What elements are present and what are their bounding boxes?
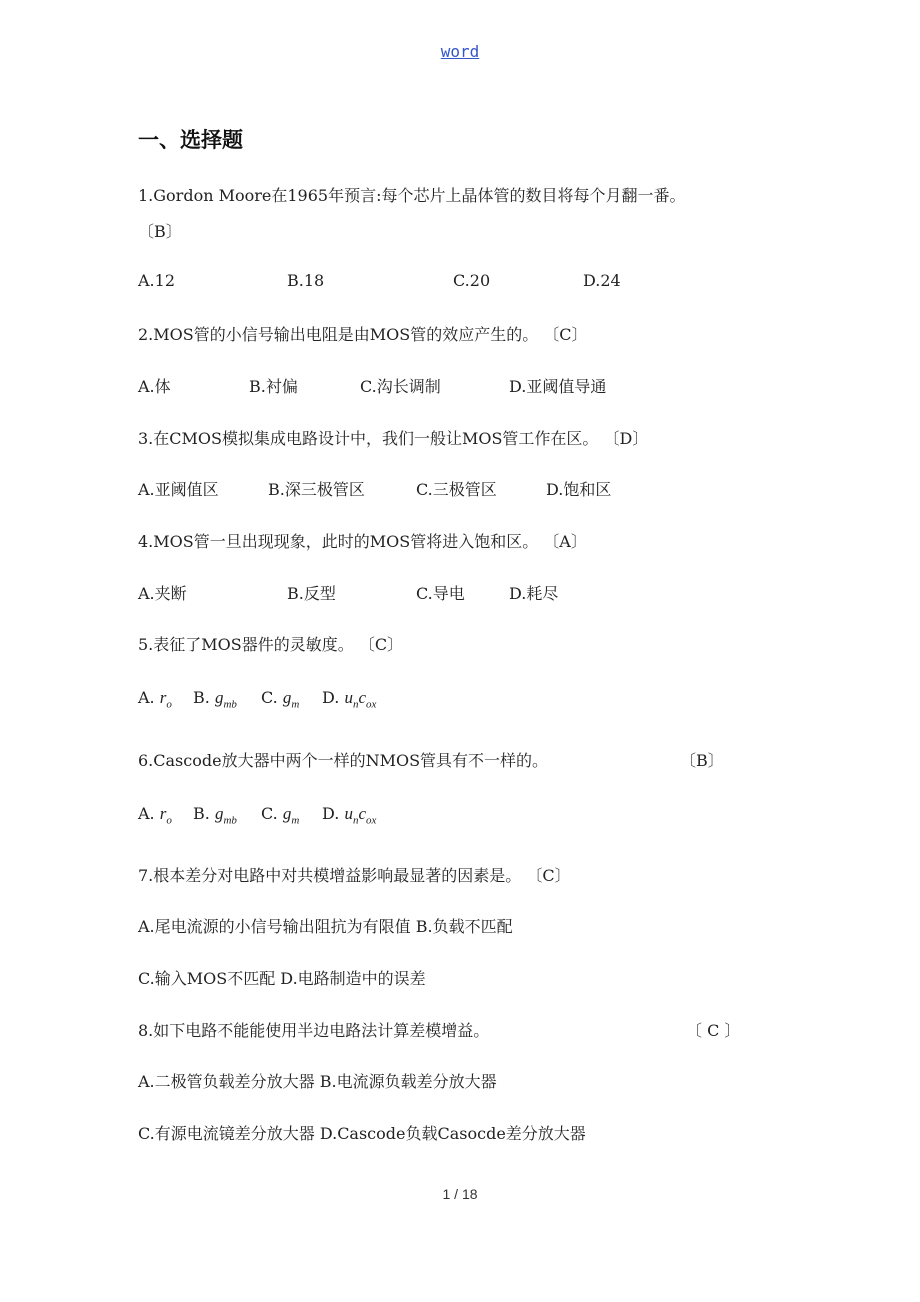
- q1-option-a: A.12: [138, 271, 175, 290]
- q2-option-a: A.体: [138, 377, 171, 396]
- option-prefix: C.: [261, 804, 278, 823]
- question-8-stem: 8.如下电路不能能使用半边电路法计算差模增益。: [138, 1021, 490, 1040]
- option-prefix: A.: [138, 688, 155, 707]
- section-title: 一、选择题: [138, 128, 243, 152]
- q5-option-a: [138, 688, 172, 710]
- q7-options-line-2: C.输入MOS不匹配 D.电路制造中的误差: [138, 969, 426, 988]
- q3-option-a: A.亚阈值区: [138, 480, 219, 499]
- math-symbol: $r_o$: [159, 688, 172, 711]
- q6-option-c: [261, 804, 299, 826]
- q6-option-b: [193, 804, 237, 826]
- q7-options-line-1: A.尾电流源的小信号输出阻抗为有限值 B.负载不匹配: [138, 917, 513, 936]
- math-symbol: $r_o$: [159, 804, 172, 827]
- q1-option-b: B.18: [287, 271, 325, 290]
- math-symbol: $u_nc_{ox}$: [344, 688, 377, 711]
- question-7-stem: 7.根本差分对电路中对共模增益影响最显著的因素是。 〔C〕: [138, 866, 571, 885]
- option-prefix: D.: [322, 688, 340, 707]
- option-prefix: B.: [193, 804, 210, 823]
- page-number: 1 / 18: [442, 1186, 478, 1202]
- option-prefix: D.: [322, 804, 340, 823]
- question-1-stem: 1.Gordon Moore在1965年预言:每个芯片上晶体管的数目将每个月翻一番。: [138, 186, 686, 205]
- q4-option-a: A.夹断: [138, 584, 187, 603]
- question-6-answer: 〔B〕: [680, 751, 724, 770]
- q6-option-a: [138, 804, 172, 826]
- question-5-stem: 5.表征了MOS器件的灵敏度。 〔C〕: [138, 635, 404, 654]
- q6-option-d: [322, 804, 376, 826]
- q2-option-c: C.沟长调制: [360, 377, 441, 396]
- question-1-answer: 〔B〕: [138, 222, 182, 241]
- question-3-stem: 3.在CMOS模拟集成电路设计中，我们一般让MOS管工作在区。 〔D〕: [138, 429, 649, 448]
- q8-options-line-1: A.二极管负载差分放大器 B.电流源负载差分放大器: [138, 1072, 497, 1091]
- q4-option-b: B.反型: [287, 584, 336, 603]
- question-2-stem: 2.MOS管的小信号输出电阻是由MOS管的效应产生的。 〔C〕: [138, 325, 588, 344]
- q2-option-b: B.衬偏: [249, 377, 298, 396]
- option-prefix: B.: [193, 688, 210, 707]
- q5-option-b: [193, 688, 237, 710]
- q3-option-d: D.饱和区: [546, 480, 612, 499]
- math-symbol: $g_{mb}$: [214, 804, 237, 827]
- q1-option-d: D.24: [583, 271, 621, 290]
- option-prefix: A.: [138, 804, 155, 823]
- math-symbol: $g_m$: [282, 804, 300, 827]
- q8-options-line-2: C.有源电流镜差分放大器 D.Cascode负载Casocde差分放大器: [138, 1124, 586, 1143]
- question-4-stem: 4.MOS管一旦出现现象，此时的MOS管将进入饱和区。 〔A〕: [138, 532, 587, 551]
- math-symbol: $g_m$: [282, 688, 300, 711]
- q1-option-c: C.20: [453, 271, 491, 290]
- q3-option-c: C.三极管区: [416, 480, 497, 499]
- q5-option-c: [261, 688, 299, 710]
- math-symbol: $u_nc_{ox}$: [344, 804, 377, 827]
- header-link[interactable]: word: [440, 42, 480, 61]
- q3-option-b: B.深三极管区: [268, 480, 365, 499]
- q4-option-d: D.耗尽: [509, 584, 559, 603]
- q5-option-d: [322, 688, 376, 710]
- math-symbol: $g_{mb}$: [214, 688, 237, 711]
- question-8-answer: 〔 C 〕: [686, 1021, 741, 1040]
- q4-option-c: C.导电: [416, 584, 465, 603]
- question-6-stem: 6.Cascode放大器中两个一样的NMOS管具有不一样的。: [138, 751, 549, 770]
- q2-option-d: D.亚阈值导通: [509, 377, 607, 396]
- option-prefix: C.: [261, 688, 278, 707]
